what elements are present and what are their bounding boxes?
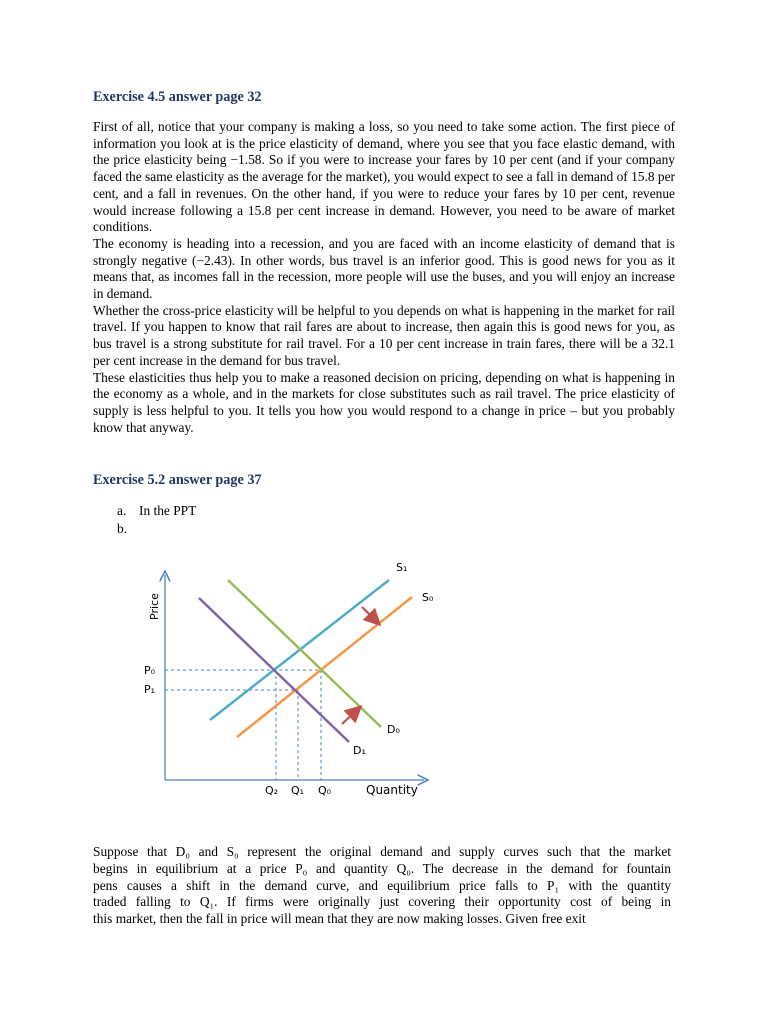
exercise-4-5-heading: Exercise 4.5 answer page 32 [93,89,262,105]
supply-curve-s0 [237,597,412,737]
text-line: this market, then the fall in price will mean that they are now making losses. Given free exit [93,911,586,927]
supply-shift-arrow [362,607,375,620]
y-axis-label: Price [148,593,161,620]
tick-label-p0: P₀ [144,664,156,677]
list-marker: a. [117,503,127,518]
exercise-5-2-heading: Exercise 5.2 answer page 37 [93,472,262,488]
paragraph-2: The economy is heading into a recession, and you are faced with an income elasticity of demand that is strongly negative (−2.43). In other words, bus travel is an inferior good. This is good news for you as it means that, as incomes fall in the recession, more people will use the buses, and you will enjoy an increase in demand. [93,235,675,302]
list-item-text: In the PPT [139,503,197,518]
text-line: pens causes a shift in the demand curve, and equilibrium price falls to P₁ with the quantity [93,877,671,893]
text-line: Suppose that D₀ and S₀ represent the original demand and supply curves such that the market [93,844,671,859]
demand-shift-arrow [342,711,356,724]
x-axis-label: Quantity [366,783,418,797]
paragraph-3: Whether the cross-price elasticity will be helpful to you depends on what is happening in the market for rail travel. If you happen to know that rail fares are about to increase, then again this is good news for you, as bus travel is a strong substitute for rail travel. For a 10 per cent increase in train fares, there will be a 32.1 per cent increase in the demand for bus travel. [93,302,675,368]
tick-label-q0: Q₀ [318,784,332,797]
curve-label-s0: S₀ [422,591,434,604]
text-line: begins in equilibrium at a price P₀ and quantity Q₀. The decrease in the demand for fountain [93,860,671,876]
curve-label-d0: D₀ [387,723,400,736]
tick-label-p1: P₁ [144,683,156,696]
text-line: traded falling to Q₁. If firms were originally just covering their opportunity cost of being in [93,894,671,910]
closing-paragraph [93,844,671,928]
paragraph-4: These elasticities thus help you to make a reasoned decision on pricing, depending on what is happening in the economy as a whole, and in the markets for close substitutes such as rail travel. The price elasticity of supply is less helpful to you. It tells you how you would respond to a change in price – but you probably know that anyway. [93,369,675,435]
tick-label-q1: Q₁ [291,784,305,797]
curve-label-d1: D₁ [353,744,366,757]
paragraph-1: First of all, notice that your company is making a loss, so you need to take some action. The first piece of information you look at is the price elasticity of demand, where you see that you face elastic demand, with the price elasticity being −1.58. So if you were to increase your fares by 10 per cent (and if your company faced the same elasticity as the average for the market), you would expect to see a fall in demand of 15.8 per cent, and a fall in revenues. On the other hand, if you were to reduce your fares by 10 per cent, revenue would increase following a 15.8 per cent increase in demand. However, you need to be aware of market conditions. [93,119,675,235]
demand-curve-d0 [228,580,381,727]
tick-label-q2: Q₂ [265,784,279,797]
list-marker: b. [117,521,128,536]
curve-label-s1: S₁ [396,561,408,574]
